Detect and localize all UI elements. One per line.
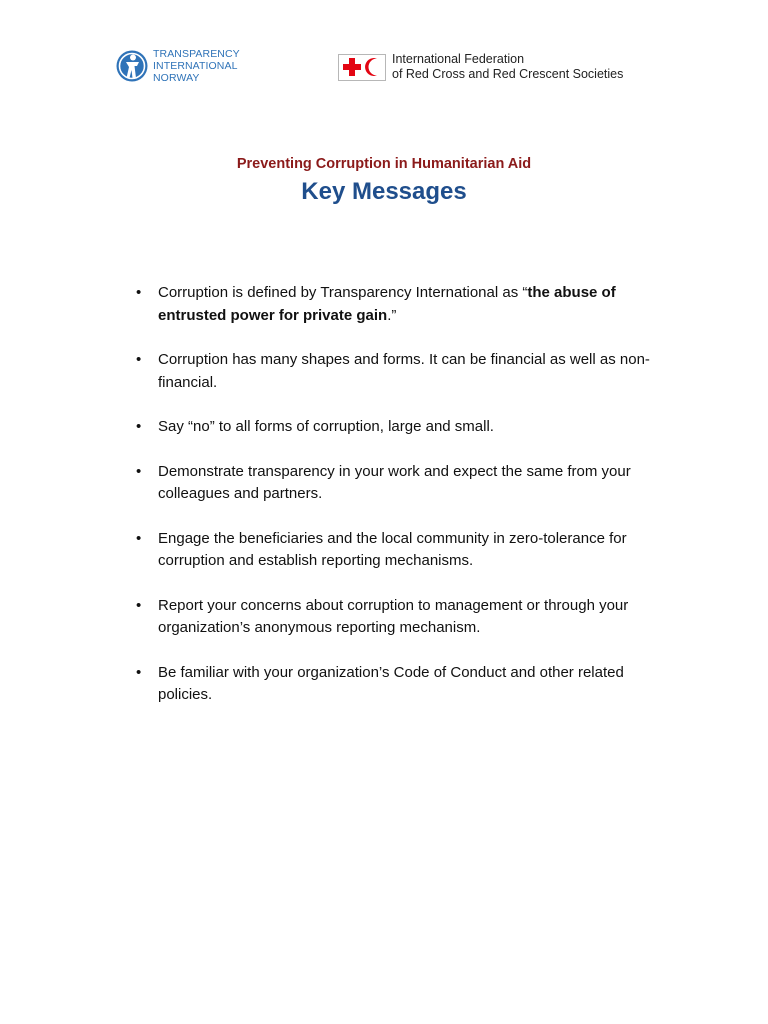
bullet-icon: • (136, 596, 142, 614)
message-text: Corruption has many shapes and forms. It can be financial as well as non-financial. (158, 351, 650, 391)
ifrc-logo-line-2: of Red Cross and Red Crescent Societies (392, 67, 624, 81)
bullet-icon: • (136, 529, 142, 547)
message-text: Say “no” to all forms of corruption, large and small. (158, 418, 494, 435)
red-crescent-icon (363, 57, 381, 77)
transparency-international-logo (115, 46, 240, 86)
red-cross-icon (343, 58, 361, 76)
message-text: Be familiar with your organization’s Code of Conduct and other related policies. (158, 663, 624, 703)
message-text: Demonstrate transparency in your work and expect the same from your colleagues and partners. (158, 462, 631, 502)
message-text: Report your concerns about corruption to management or through your organization’s anonymous reporting mechanism. (158, 596, 629, 636)
ifrc-logo-line-1: International Federation (392, 52, 525, 66)
list-item (130, 416, 660, 439)
bullet-icon: • (136, 284, 142, 301)
bullet-icon: • (136, 418, 142, 435)
list-item (130, 528, 660, 573)
ti-logo-line-1: TRANSPARENCY (153, 48, 240, 60)
list-item (130, 595, 660, 640)
list-item (130, 461, 660, 506)
ifrc-logo (338, 52, 623, 82)
red-cross-red-crescent-emblem-icon (338, 54, 386, 81)
message-text: Engage the beneficiaries and the local community in zero-tolerance for corruption and establish reporting mechanisms. (158, 529, 627, 569)
bullet-icon: • (136, 351, 142, 368)
bullet-icon: • (136, 462, 142, 480)
key-messages-list (130, 282, 660, 729)
bullet-icon: • (136, 663, 142, 681)
ti-logo-line-3: NORWAY (153, 72, 200, 84)
document-title: Key Messages (301, 178, 467, 205)
ti-logo-line-2: INTERNATIONAL (153, 60, 238, 72)
transparency-international-emblem-icon (115, 48, 149, 84)
message-text-emphasis: the abuse of entrusted power for private gain (158, 284, 616, 324)
list-item (130, 349, 660, 394)
message-text-post: .” (387, 306, 397, 324)
document-subtitle: Preventing Corruption in Humanitarian Aid (236, 156, 532, 172)
list-item (130, 282, 660, 327)
message-text-pre: Corruption is defined by Transparency International as “ (158, 284, 528, 301)
list-item (130, 662, 660, 707)
